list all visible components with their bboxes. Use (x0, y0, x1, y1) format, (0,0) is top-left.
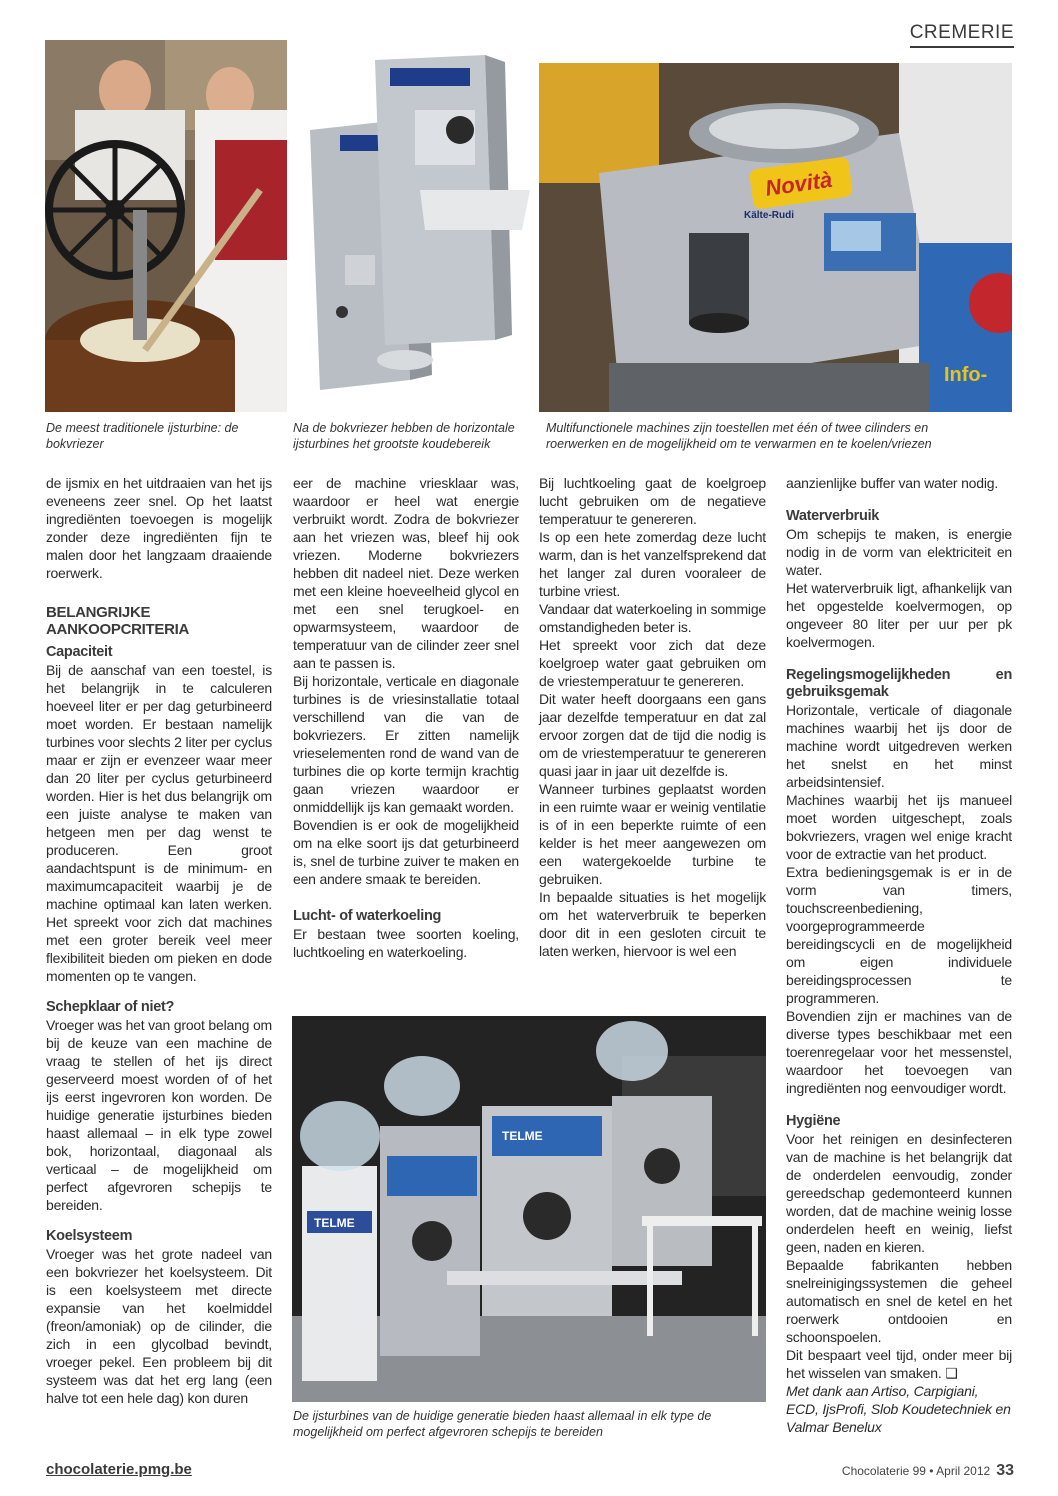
col4-p6: Bovendien zijn er machines van de diverse types beschikbaar met een toerenregelaar voor het messenstel, waardoor het toevoegen van ingrediënten nog eenvoudiger wordt. (786, 1008, 1012, 1096)
caption-photo-2: Na de bokvriezer hebben de horizontale ijsturbines het grootste koudebereik (293, 421, 515, 451)
telme-label-1: TELME (314, 1216, 355, 1230)
col4-p7: Voor het reinigen en desinfecteren van de machine is het belangrijk dat de onderdelen eenvoudig, zonder gereedschap gedemonteerd kunnen worden, dat de machine weinig losse onderdelen heeft en weinig, liefst geen, naden en kieren. (786, 1131, 1012, 1255)
col4-p9: Dit bespaart veel tijd, onder meer bij het wisselen van smaken. ❑ (786, 1347, 1012, 1381)
col1-intro: de ijsmix en het uitdraaien van het ijs eveneens zeer snel. Op het laatst ingrediënten toevoegen is mogelijk zonder deze ingrediënten fijn te malen door het langzaam draaiende roerwerk. (46, 475, 272, 581)
caption-photo-1: De meest traditionele ijsturbine: de bokvriezer (46, 421, 239, 451)
heading-lucht-waterkoeling: Lucht- of waterkoeling (293, 908, 442, 924)
heading-waterverbruik: Waterverbruik (786, 508, 880, 524)
col4-p1: Om schepijs te maken, is energie nodig in de vorm van elektriciteit en water. (786, 526, 1012, 578)
heading-aankoopcriteria: BELANGRIJKE AANKOOPCRITERIA (46, 604, 190, 638)
photo-modern-turbines (292, 1016, 766, 1402)
photo-multifunctional-machine (539, 63, 1012, 412)
column-3 (539, 474, 766, 960)
col1-koelsysteem: Vroeger was het grote nadeel van een bokvriezer het koelsysteem. Dit is een koelsysteem met directe expansie van het koelmiddel (freon/amoniak) op de cilinder, die zich in een glycolbad bevindt, vroeger pekel. Een probleem bij dit systeem was dat het erg lang (een halve tot een hele dag) kon duren (46, 1246, 272, 1406)
col3-p5: Dit water heeft doorgaans een gans jaar dezelfde temperatuur en dat zal ervoor zorgen dat de tijd die nodig is om de vriestemperatuur te genereren quasi jaar in jaar uit dezelfde is. (539, 691, 766, 779)
photo-traditional-bokvriezer (45, 40, 287, 412)
col3-p4: Het spreekt voor zich dat deze koelgroep water gaat gebruiken om de vriestemperatuur te genereren. (539, 637, 766, 689)
col4-p8: Bepaalde fabrikanten hebben snelreinigingssystemen die geheel automatisch en snel de ketel en het roerwerk ontdooien en schoonspoelen. (786, 1257, 1012, 1345)
column-2 (293, 474, 519, 961)
section-label: CREMERIE (910, 22, 1014, 48)
heading-koelsysteem: Koelsysteem (46, 1228, 133, 1244)
info-sign-text: Info- (944, 364, 988, 386)
col3-p2: Is op een hete zomerdag deze lucht warm, dan is het vanzelfsprekend dat het langer zal duren vooraleer de turbine vriest. (539, 529, 766, 599)
footer-website[interactable]: chocolaterie.pmg.be (46, 1461, 192, 1478)
col2-p3: Bovendien is er ook de mogelijkheid om na elke soort ijs dat geturbineerd is, snel de turbine zuiver te maken en een andere smaak te bereiden. (293, 817, 519, 887)
column-1 (46, 474, 272, 1407)
col2-p4: Er bestaan twee soorten koeling, luchtkoeling en waterkoeling. (293, 926, 519, 960)
telme-label-2: TELME (502, 1129, 543, 1143)
photo-horizontal-turbine (300, 50, 532, 412)
footer-issue-text: Chocolaterie 99 • April 2012 (841, 1464, 991, 1478)
col3-p1: Bij luchtkoeling gaat de koelgroep lucht gebruiken om de negatieve temperatuur te genereren. (539, 475, 766, 527)
col4-p3: Horizontale, verticale of diagonale machines waarbij het ijs door de machine wordt uitgedreven werken het snelst en het minst arbeidsintensief. (786, 702, 1012, 790)
heading-capaciteit: Capaciteit (46, 644, 113, 660)
acknowledgement: Met dank aan Artiso, Carpigiani, ECD, IjsProfi, Slob Koudetechniek en Valmar Benelux (786, 1383, 1011, 1435)
col3-p7: In bepaalde situaties is het mogelijk om het waterverbruik te beperken door dit in een gesloten circuit te laten werken, hiervoor is wel een (539, 889, 766, 959)
novita-badge-text: Novità (763, 166, 834, 201)
col1-schepklaar: Vroeger was het van groot belang om bij de keuze van een machine de vraag te stellen of het ijs direct geserveerd moest worden of of het ijs eerst ingevroren kon worden. De huidige generatie ijsturbines bieden haast allemaal – in elk type zowel bok, horizontaal, diagonaal als verticaal – de mogelijkheid om perfect afgevroren schepijs te bereiden. (46, 1017, 272, 1213)
col3-p6: Wanneer turbines geplaatst worden in een ruimte waar er weinig ventilatie is of in een beperkte ruimte of een kelder is het meer aangewezen om een watergekoelde turbine te gebruiken. (539, 781, 766, 887)
col4-p4: Machines waarbij het ijs manueel moet worden uitgeschept, zoals bokvriezers, vragen wel enige kracht voor de extractie van het product. (786, 792, 1012, 862)
footer-issue (842, 1462, 1014, 1480)
col2-p2: Bij horizontale, verticale en diagonale turbines is de vriesinstallatie totaal verschillend van die van de bokvriezers. Er zitten namelijk vrieselementen rond de wand van de turbines die op korte termijn krachtig gaan vriezen waardoor er onmiddellijk ijs kan gemaakt worden. (293, 673, 519, 815)
brand-label-text: Kälte-Rudi (744, 210, 794, 221)
heading-hygiene: Hygiëne (786, 1113, 841, 1129)
col1-capaciteit: Bij de aanschaf van een toestel, is het belangrijk in te calculeren hoeveel liter er per dag geturbineerd moet worden. Er bestaan namelijk turbines voor slechts 2 liter per cyclus maar er zijn er evenzeer waar meer dan 20 liter per cyclus geturbineerd worden. Hier is het dus belangrijk om een juiste analyse te maken van hetgeen men per dag wenst te produceren. Een groot aandachtspunt is de minimum- en maximumcapaciteit waarbij je de machine optimaal kan laten werken. Het spreekt voor zich dat machines met een groter bereik veel meer flexibiliteit bieden om pieken en dode momenten op te vangen. (46, 662, 272, 984)
col4-p5: Extra bedieningsgemak is er in de vorm van timers, touchscreenbediening, voorgeprogrammeerde bereidingscycli en de mogelijkheid om eigen individuele bereidingsprocessen te programmeren. (786, 864, 1012, 1006)
col3-p3: Vandaar dat waterkoeling in sommige omstandigheden beter is. (539, 601, 766, 635)
col2-p1: eer de machine vriesklaar was, waardoor er heel wat energie verbruikt wordt. Zodra de bokvriezer aan het vriezen was, bleef hij ook vriezen. Moderne bokvriezers hebben dit nadeel niet. Deze werken met een kleine hoeveelheid glycol en met een snel terugkoel- en opwarmsysteem, waardoor de temperatuur van de cilinder zeer snel aan te passen is. (293, 475, 519, 671)
col4-p2: Het waterverbruik ligt, afhankelijk van het opgestelde koelvermogen, op ongeveer 80 liter per uur per pk koelvermogen. (786, 580, 1012, 650)
col4-p0: aanzienlijke buffer van water nodig. (786, 475, 999, 491)
heading-schepklaar: Schepklaar of niet? (46, 999, 175, 1015)
caption-photo-3: Multifunctionele machines zijn toestellen met één of twee cilinders en roerwerken en de mogelijkheid om te verwarmen en te koelen/vriezen (546, 421, 932, 451)
column-4 (786, 474, 1012, 1436)
heading-regelingsmogelijkheden: Regelingsmogelijkheden en gebruiksgemak (786, 667, 1012, 700)
caption-photo-4: De ijsturbines van de huidige generatie bieden haast allemaal in elk type de mogelijkheid om perfect afgevroren schepijs te bereiden (293, 1409, 712, 1439)
page-number: 33 (996, 1462, 1014, 1479)
